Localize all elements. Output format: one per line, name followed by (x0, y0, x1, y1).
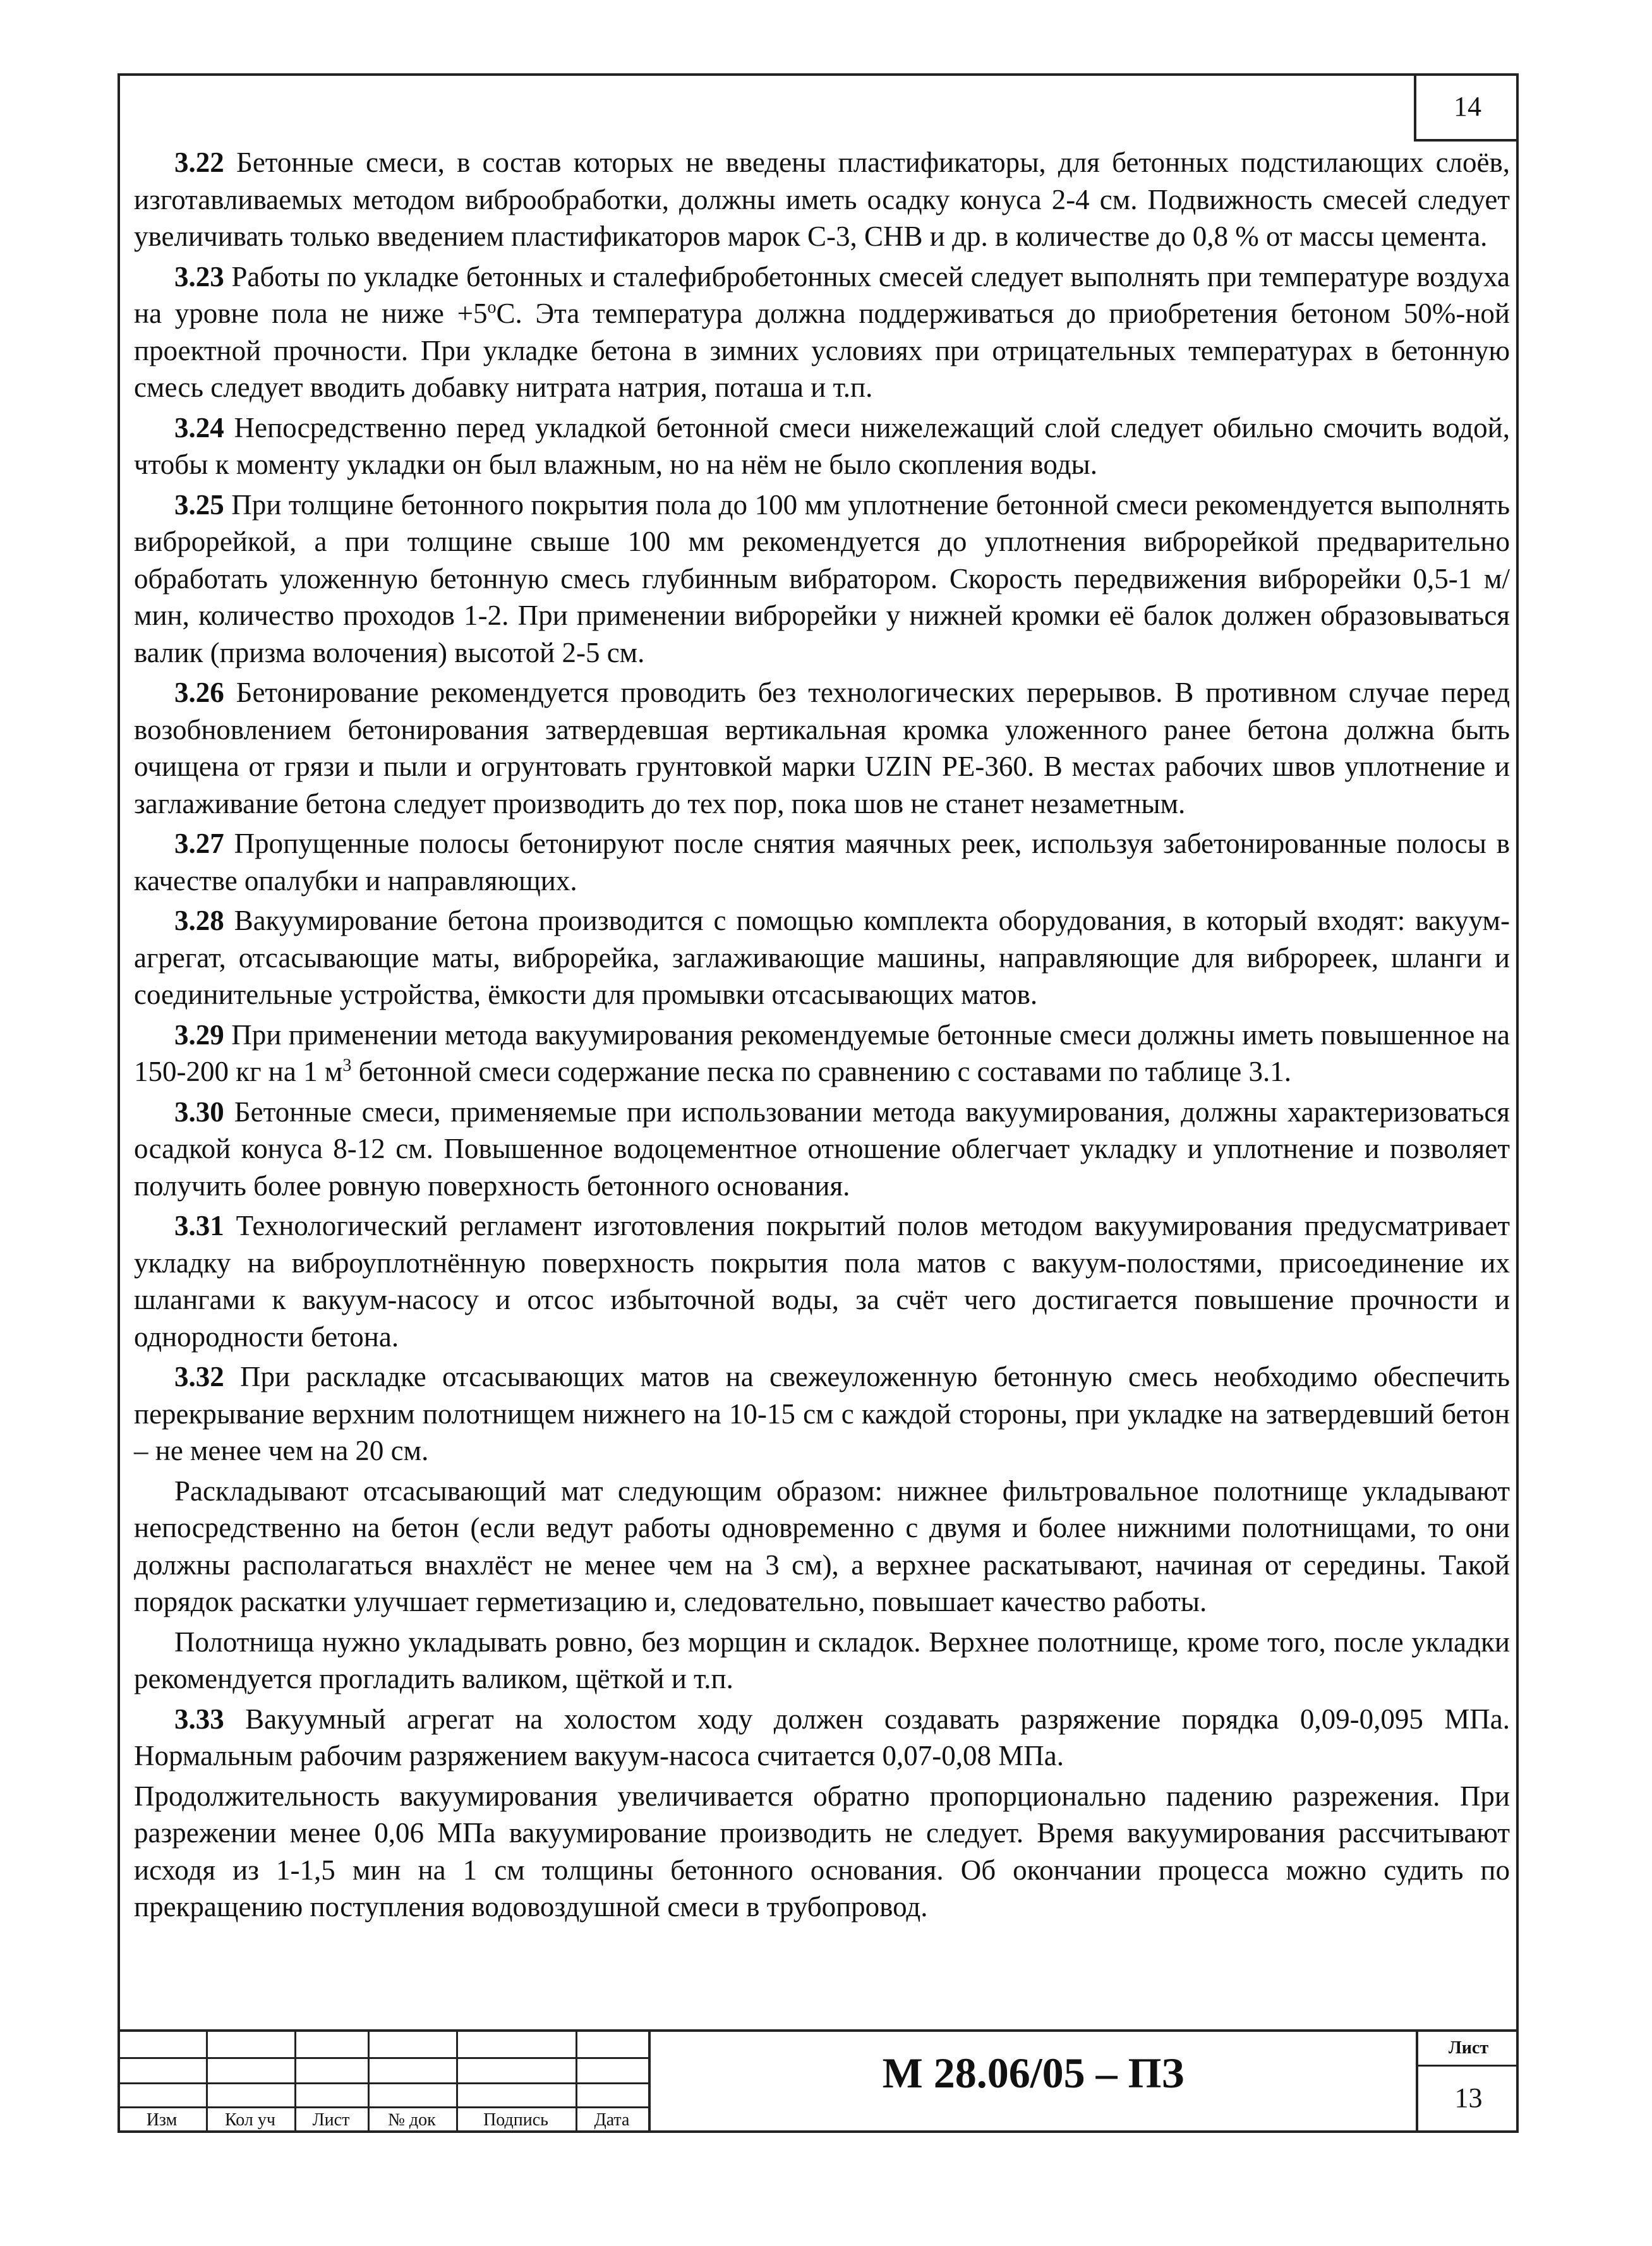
paragraph-text: Вакуумный агрегат на холостом ходу должен создавать разряжение порядка 0,09-0,095 МПа. Нормальным рабочим разряжением вакуум-насоса считается 0,07-0,08 МПа. (134, 1703, 1510, 1772)
clause-number: 3.23 (174, 260, 224, 293)
clause-number: 3.33 (174, 1703, 224, 1735)
paragraph-text: При толщине бетонного покрытия пола до 100 мм уплотнение бетонной смеси рекомендуется выполнять виброрейкой, а при толщине свыше 100 мм рекомендуется до уплотнения виброрейкой предварительно обработать уложенную бетонную смесь глубинным вибратором. Скорость передвижения виброрейки 0,5-1 м/мин, количество проходов 1-2. При применении виброрейки у нижней кромки её балок должен образовываться валик (призма волочения) высотой 2-5 см. (134, 488, 1510, 668)
cubic-superscript: 3 (342, 1056, 352, 1075)
clause-number: 3.24 (174, 411, 224, 444)
paragraph-mat-layout (134, 1473, 1510, 1621)
column-label-kol-uch: Кол уч (225, 2110, 275, 2130)
clause-number: 3.29 (174, 1018, 224, 1051)
clause-number: 3.30 (174, 1096, 224, 1128)
title-block (118, 2029, 1519, 2133)
paragraph-text: Работы по укладке бетонных и сталефибробетонных смесей следует выполнять при температуре воздуха на уровне пола не ниже +5 (134, 260, 1510, 329)
paragraph-3-22 (134, 144, 1510, 255)
paragraph-text: бетонной смеси содержание песка по сравнению с составами по таблице 3.1. (351, 1056, 1292, 1087)
paragraph-sheets (134, 1624, 1510, 1698)
sheet-label: Лист (1418, 2032, 1519, 2067)
paragraph-text: С. Эта температура должна поддерживаться до приобретения бетоном 50%-ной проектной прочности. При укладке бетона в зимних условиях при отрицательных температурах в бетонную смесь следует вводить добавку нитрата натрия, поташа и т.п. (134, 298, 1510, 403)
clause-number: 3.27 (174, 828, 224, 859)
paragraph-3-32 (134, 1358, 1510, 1470)
clause-number: 3.26 (174, 677, 224, 708)
sheet-number: 13 (1454, 2082, 1483, 2113)
clause-number: 3.28 (174, 905, 224, 936)
column-label-date: Дата (594, 2110, 630, 2130)
paragraph-text: Пропущенные полосы бетонируют после снятия маячных реек, используя забетонированные полосы в качестве опалубки и направляющих. (134, 828, 1510, 897)
clause-number: 3.31 (174, 1210, 224, 1241)
paragraph-text: При применении метода вакуумирования рекомендуемые бетонные смеси должны иметь повышенное на 150-200 кг на 1 м (134, 1018, 1510, 1087)
paragraph-3-31 (134, 1207, 1510, 1355)
paragraph-text: Бетонные смеси, в состав которых не введены пластификаторы, для бетонных подстилающих слоёв, изготавливаемых методом виброобработки, должны иметь осадку конуса 2-4 см. Подвижность смесей следует увеличивать только введением пластификаторов марок С-3, СНВ и др. в количестве до 0,8 % от массы цемента. (134, 147, 1510, 252)
paragraph-text: Полотнища нужно укладывать ровно, без морщин и складок. Верхнее полотнище, кроме того, после укладки рекомендуется прогладить валиком, щёткой и т.п. (134, 1626, 1510, 1694)
paragraph-3-23 (134, 258, 1510, 406)
paragraph-text: Раскладывают отсасывающий мат следующим образом: нижнее фильтровальное полотнище укладывают непосредственно на бетон (если ведут работы одновременно с двумя и более нижними полотнищами, то они должны располагаться внахлёст не менее чем на 3 см), а верхнее раскатывают, начиная от середины. Такой порядок раскатки улучшает герметизацию и, следовательно, повышает качество работы. (134, 1475, 1510, 1617)
paragraph-3-26 (134, 674, 1510, 822)
paragraph-3-25 (134, 486, 1510, 672)
paragraph-text: Непосредственно перед укладкой бетонной смеси нижележащий слой следует обильно смочить водой, чтобы к моменту укладки он был влажным, но на нём не было скопления воды. (134, 411, 1510, 480)
degree-superscript: o (487, 298, 497, 317)
paragraph-text: При раскладке отсасывающих матов на свежеуложенную бетонную смесь необходимо обеспечить перекрывание верхним полотнищем нижнего на 10-15 см с каждой стороны, при укладке на затвердевший бетон – не менее чем на 20 см. (134, 1361, 1510, 1466)
column-label-signature: Подпись (483, 2110, 548, 2130)
document-code: М 28.06/05 – ПЗ (648, 2032, 1416, 2133)
paragraph-3-27 (134, 825, 1510, 899)
clause-number: 3.32 (174, 1361, 224, 1392)
paragraph-3-33 (134, 1701, 1510, 1775)
paragraph-3-28 (134, 902, 1510, 1013)
column-label-doc-number: № док (388, 2110, 436, 2130)
clause-number: 3.25 (174, 488, 224, 521)
paragraph-text: Технологический регламент изготовления покрытий полов методом вакуумирования предусматривает укладку на виброуплотнённую поверхность покрытия пола матов с вакуум-полостями, присоединение их шлангами к вакуум-насосу и отсос избыточной воды, за счёт чего достигается повышение прочности и однородности бетона. (134, 1210, 1510, 1353)
column-label-izm: Изм (146, 2110, 178, 2130)
paragraph-text: Бетонирование рекомендуется проводить без технологических перерывов. В противном случае перед возобновлением бетонирования затвердевшая вертикальная кромка уложенного ранее бетона должна быть очищена от грязи и пыли и огрунтовать грунтовкой марки UZIN PE-360. В местах рабочих швов уплотнение и заглаживание бетона следует производить до тех пор, пока шов не станет незаметным. (134, 677, 1510, 819)
paragraph-text: Продолжительность вакуумирования увеличивается обратно пропорционально падению разрежения. При разрежении менее 0,06 МПа вакуумирование производить не следует. Время вакуумирования рассчитывают исходя из 1-1,5 мин на 1 см толщины бетонного основания. Об окончании процесса можно судить по прекращению поступления водовоздушной смеси в трубопровод. (134, 1780, 1510, 1923)
page-number-top: 14 (1414, 73, 1519, 142)
clause-number: 3.22 (174, 147, 224, 178)
column-label-list: Лист (312, 2110, 350, 2130)
paragraph-3-29 (134, 1017, 1510, 1090)
sheet-cell (1416, 2032, 1519, 2133)
paragraph-duration (134, 1778, 1510, 1926)
paragraph-text: Вакуумирование бетона производится с помощью комплекта оборудования, в который входят: вакуум-агрегат, отсасывающие маты, виброрейка, заглаживающие машины, направляющие для виброреек, шланги и соединительные устройства, ёмкости для промывки отсасывающих матов. (134, 905, 1510, 1010)
revision-grid (118, 2032, 648, 2133)
paragraph-3-24 (134, 409, 1510, 483)
document-body (134, 144, 1510, 1929)
paragraph-3-30 (134, 1094, 1510, 1205)
paragraph-text: Бетонные смеси, применяемые при использовании метода вакуумирования, должны характеризоваться осадкой конуса 8-12 см. Повышенное водоцементное отношение облегчает укладку и уплотнение и позволяет получить более ровную поверхность бетонного основания. (134, 1096, 1510, 1202)
